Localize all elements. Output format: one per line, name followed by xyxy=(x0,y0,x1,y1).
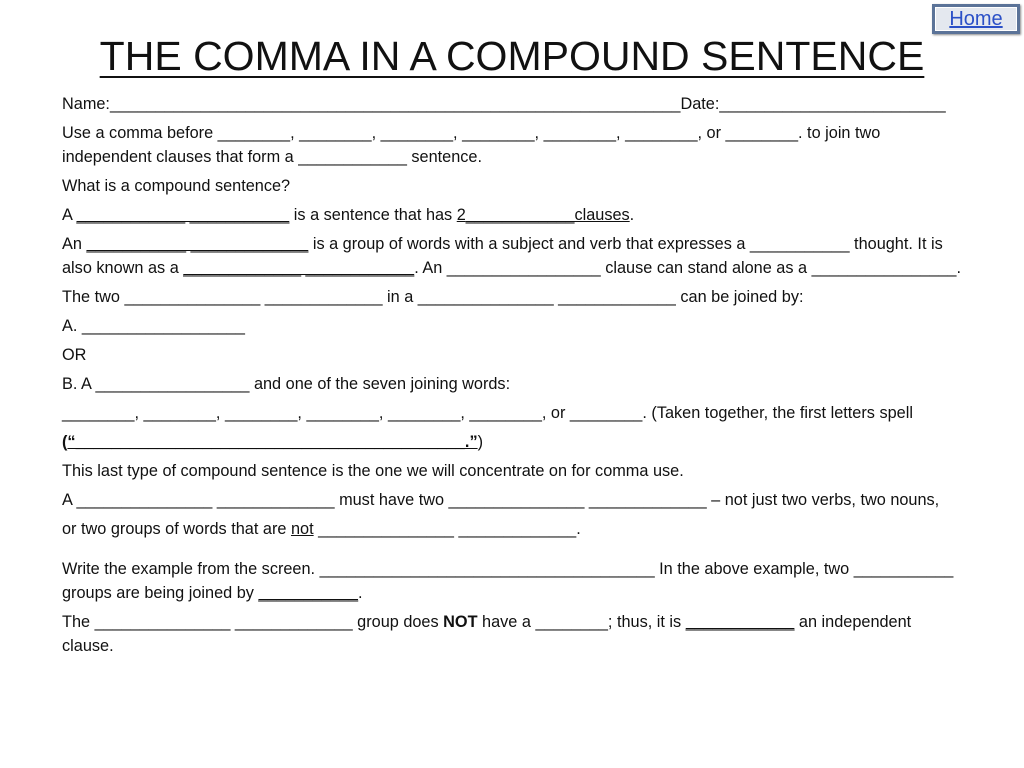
bold-word: NOT xyxy=(443,613,478,631)
compound-definition xyxy=(62,203,962,227)
text-segment: is a sentence that has xyxy=(289,206,457,224)
text-segment: A xyxy=(62,206,77,224)
name-date-line xyxy=(62,92,962,116)
text-segment: An xyxy=(62,235,87,253)
worksheet-body xyxy=(62,92,962,663)
name-label: Name: xyxy=(62,95,110,113)
name-blank: _______________________________________________________________ xyxy=(109,95,681,113)
underlined-word: not xyxy=(290,520,314,538)
underlined-blank: ____________ ___________ xyxy=(76,206,290,224)
comma-rule-text: Use a comma before ________, ________, ________, ________, ________, ________, or ________. to join two independent clauses that form a ____________ sentence. xyxy=(62,124,881,166)
requirement-line: A _______________ _____________ must have two _______________ _____________ – not just two verbs, two nouns, xyxy=(62,491,940,509)
example-line xyxy=(62,557,962,605)
text-segment: is a group of words with a subject and verb that expresses a ___________ thought. It is also known as a xyxy=(62,235,943,277)
text-segment: an independent clause. xyxy=(62,613,912,655)
underlined-blank: _____________ ____________ xyxy=(183,259,415,277)
joining-intro: The two _______________ _____________ in a _______________ _____________ can be joined by: xyxy=(62,288,804,306)
or-text: OR xyxy=(62,346,87,364)
page-title: THE COMMA IN A COMPOUND SENTENCE xyxy=(99,33,925,79)
home-link-label: Home xyxy=(949,7,1003,30)
option-a: A. __________________ xyxy=(62,317,245,335)
underlined-blank: ____________clauses xyxy=(465,206,630,224)
acronym-line xyxy=(62,430,962,454)
text-segment: The _______________ _____________ group does xyxy=(62,613,444,631)
acronym-blank: “___________________________________________.” xyxy=(67,433,478,451)
question-heading: What is a compound sentence? xyxy=(62,177,291,195)
underlined-blank: ___________ _____________ xyxy=(86,235,309,253)
text-segment: ( xyxy=(62,433,68,451)
focus-statement: This last type of compound sentence is the one we will concentrate on for comma use. xyxy=(62,462,684,480)
option-b: B. A _________________ and one of the seven joining words: xyxy=(62,375,511,393)
text-segment: . xyxy=(629,206,635,224)
home-button[interactable] xyxy=(932,4,1020,34)
underlined-blank: ___________ xyxy=(258,584,359,602)
text-segment: ) xyxy=(477,433,484,451)
underlined-number: 2 xyxy=(456,206,466,224)
date-blank: _________________________ xyxy=(719,95,946,113)
clause-definition xyxy=(62,232,962,280)
joining-words-line: ________, ________, ________, ________, ________, ________, or ________. (Taken together, the first letters spell xyxy=(62,404,913,422)
conclusion-line xyxy=(62,610,962,658)
text-segment: have a ________; thus, it is xyxy=(477,613,686,631)
underlined-blank: ____________ xyxy=(685,613,795,631)
text-segment: . xyxy=(358,584,363,602)
text-segment: Write the example from the screen. _____________________________________ In the above example, two ___________ groups are being joined by xyxy=(62,560,954,602)
date-label: Date: xyxy=(680,95,720,113)
text-segment: . An _________________ clause can stand alone as a ________________. xyxy=(414,259,962,277)
text-segment: or two groups of words that are xyxy=(62,520,291,538)
not-groups-line xyxy=(62,517,962,541)
text-segment: _______________ _____________. xyxy=(313,520,581,538)
